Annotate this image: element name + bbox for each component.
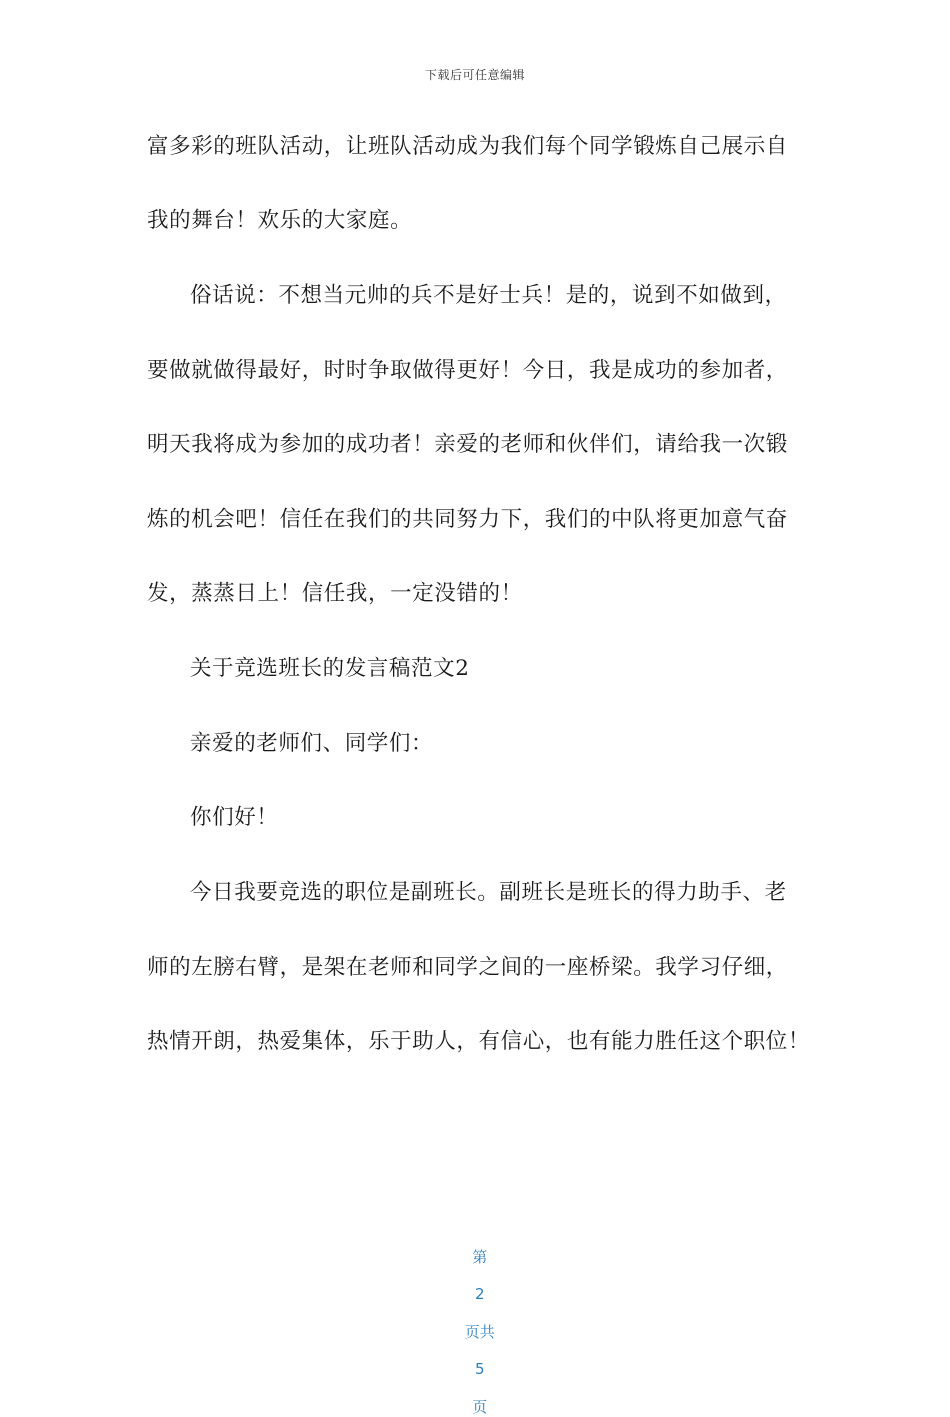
page-label-mid: 页共 <box>464 1323 495 1341</box>
total-pages-number: 5 <box>475 1360 485 1378</box>
paragraph-line: 我的舞台！欢乐的大家庭。 <box>147 208 413 233</box>
paragraph-line: 热情开朗，热爱集体，乐于助人，有信心，也有能力胜任这个职位！ <box>147 1029 811 1054</box>
paragraph-line: 发，蒸蒸日上！信任我，一定没错的！ <box>147 581 523 606</box>
paragraph-line: 今日我要竞选的职位是副班长。副班长是班长的得力助手、老 <box>190 880 787 905</box>
current-page-number: 2 <box>475 1285 485 1303</box>
section-title: 关于竞选班长的发言稿范文2 <box>190 656 470 681</box>
paragraph-line: 富多彩的班队活动，让班队活动成为我们每个同学锻炼自己展示自 <box>147 134 788 159</box>
page-footer <box>0 1228 950 1417</box>
paragraph-line: 师的左膀右臂，是架在老师和同学之间的一座桥梁。我学习仔细， <box>147 955 788 980</box>
page-header: 下载后可任意编辑 <box>424 68 525 82</box>
paragraph-line: 炼的机会吧！信任在我们的共同努力下，我们的中队将更加意气奋 <box>147 507 788 532</box>
greeting: 你们好！ <box>190 805 279 830</box>
paragraph-line: 明天我将成为参加的成功者！亲爱的老师和伙伴们，请给我一次锻 <box>147 432 788 457</box>
page-label-prefix: 第 <box>472 1248 488 1266</box>
salutation: 亲爱的老师们、同学们： <box>190 731 434 756</box>
page-label-suffix: 页 <box>472 1398 488 1416</box>
paragraph-line: 要做就做得最好，时时争取做得更好！今日，我是成功的参加者， <box>147 358 788 383</box>
paragraph-line: 俗话说：不想当元帅的兵不是好士兵！是的，说到不如做到， <box>190 283 787 308</box>
